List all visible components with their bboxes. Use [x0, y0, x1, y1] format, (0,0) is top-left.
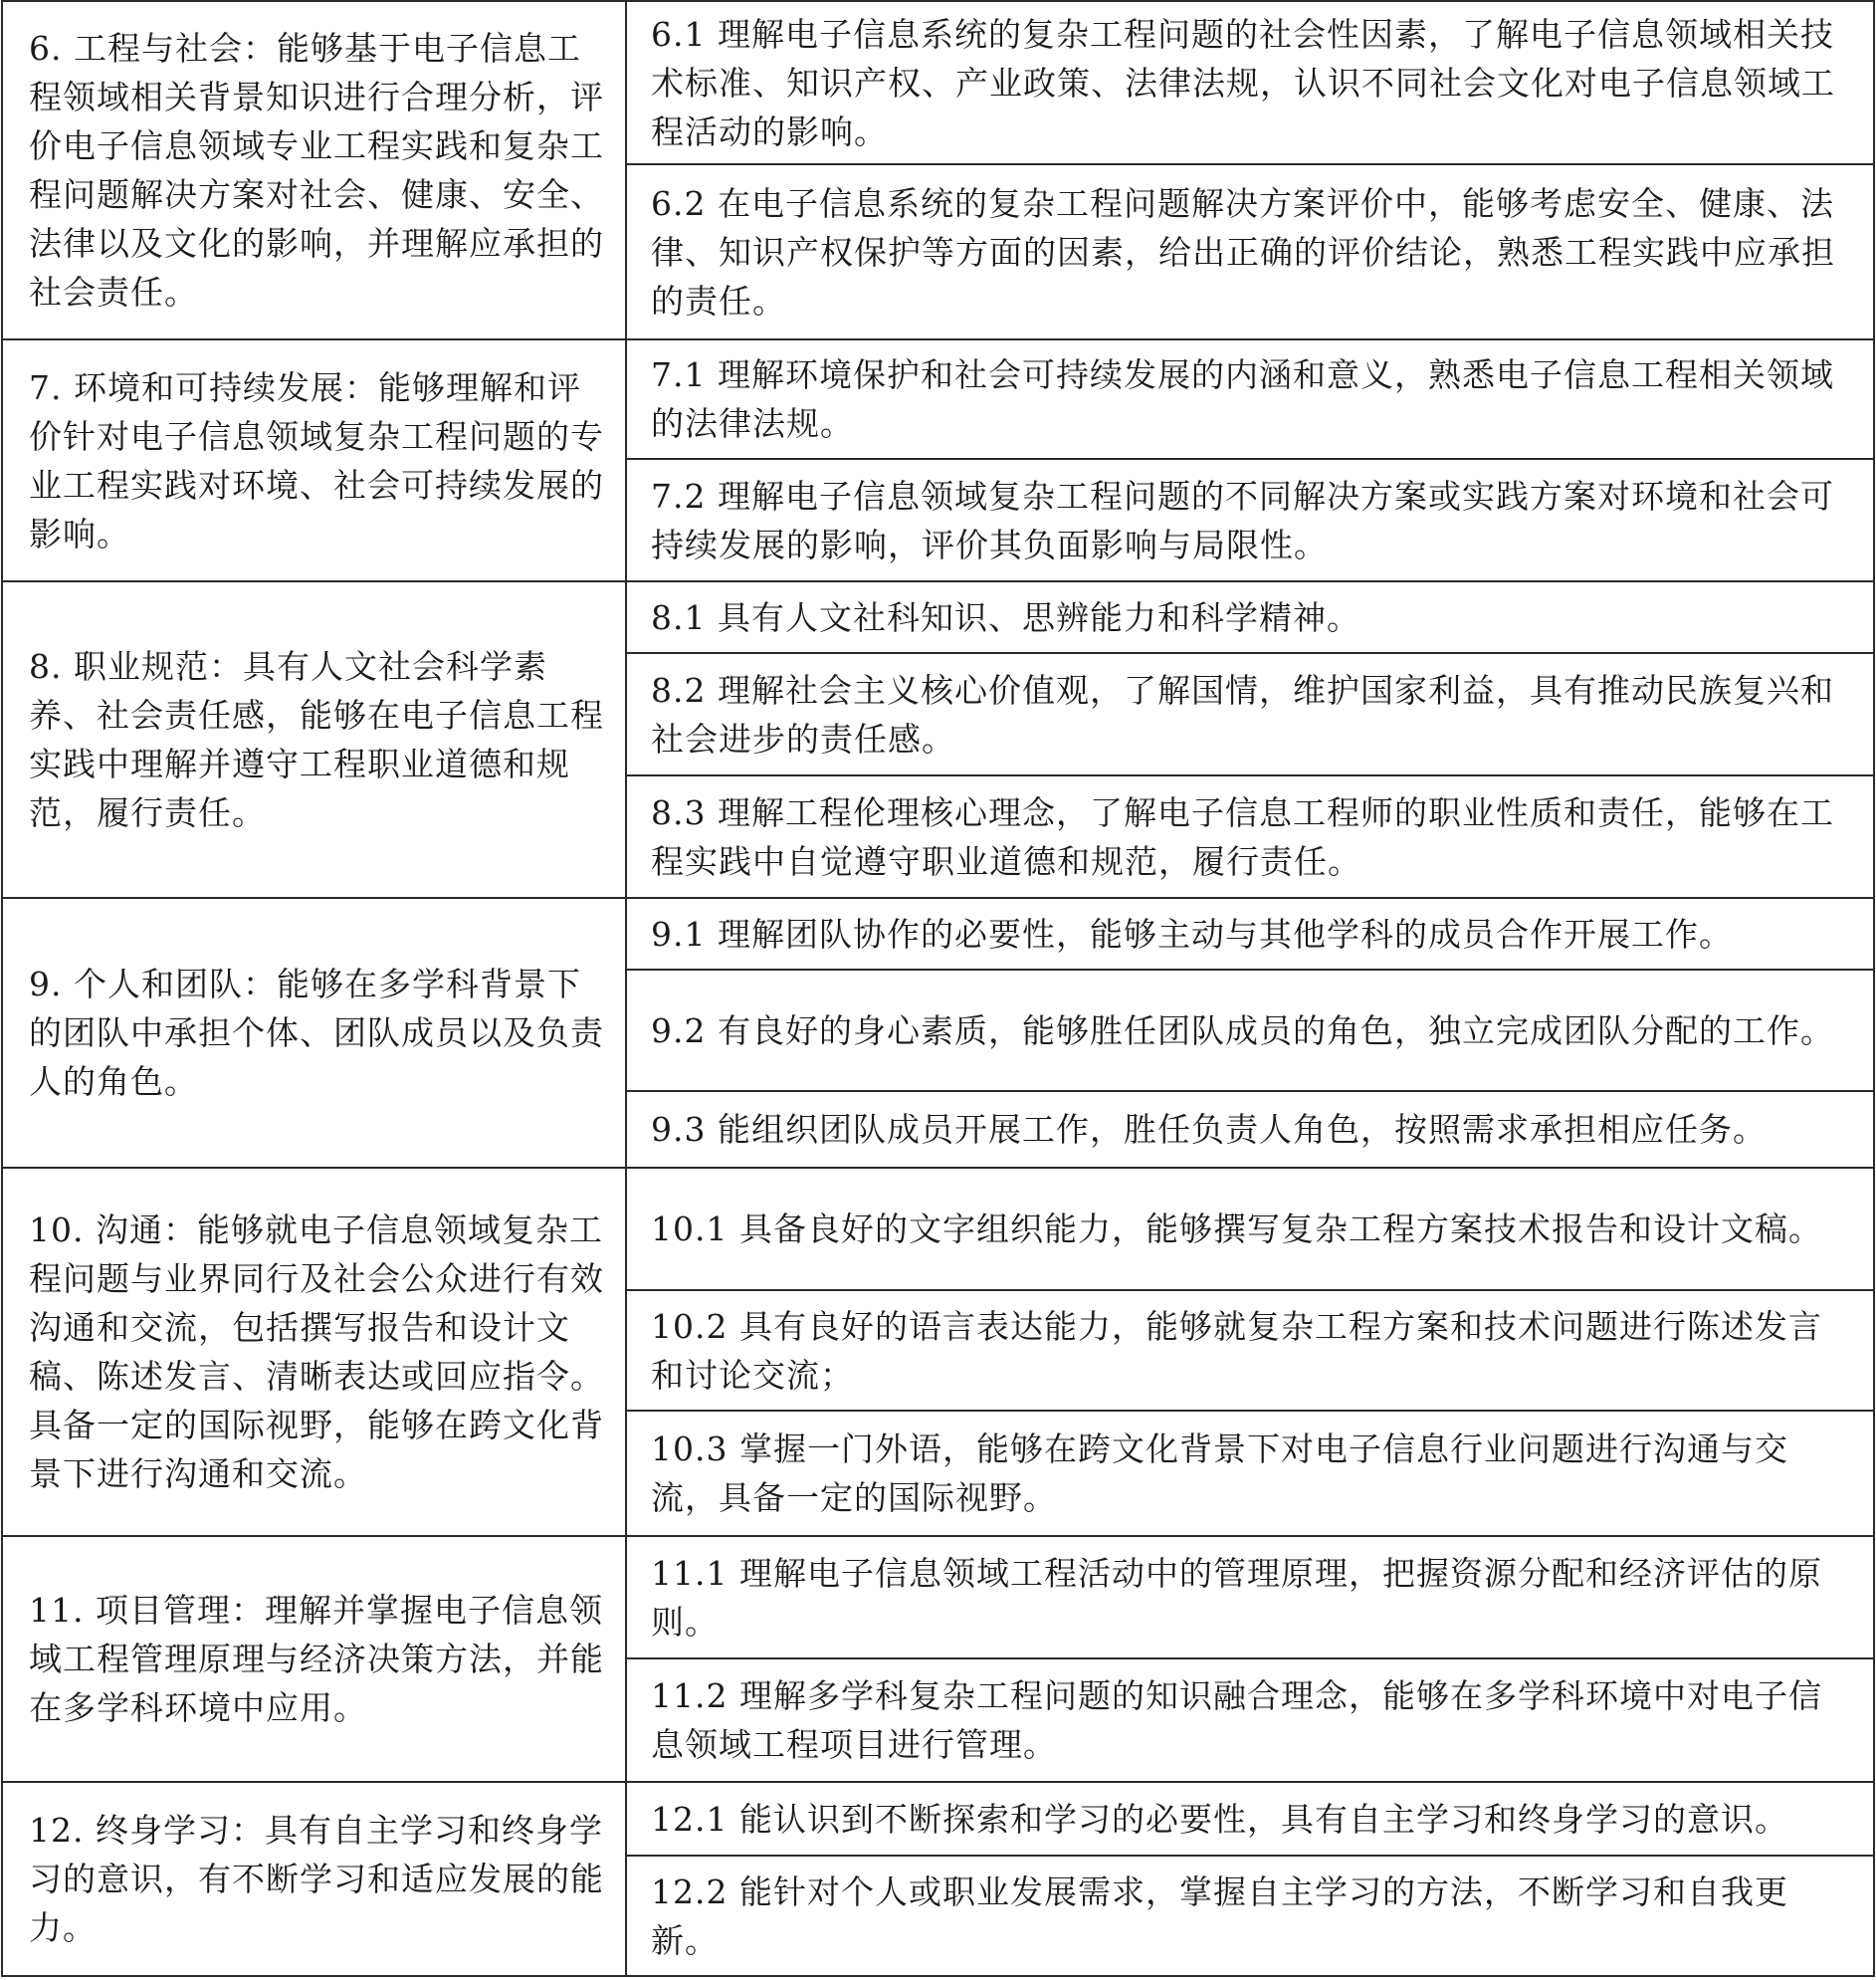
graduation-requirements-table	[1, 0, 1875, 1977]
indicator-cell-7-2: 7.2 理解电子信息领域复杂工程问题的不同解决方案或实践方案对环境和社会可持续发展的影响，评价其负面影响与局限性。	[626, 459, 1874, 581]
requirement-cell-6: 6. 工程与社会：能够基于电子信息工程领域相关背景知识进行合理分析，评价电子信息领域专业工程实践和复杂工程问题解决方案对社会、健康、安全、法律以及文化的影响，并理解应承担的社会责任。	[2, 1, 626, 339]
indicator-cell-12-1: 12.1 能认识到不断探索和学习的必要性，具有自主学习和终身学习的意识。	[626, 1782, 1874, 1856]
indicator-cell-10-1: 10.1 具备良好的文字组织能力，能够撰写复杂工程方案技术报告和设计文稿。	[626, 1168, 1874, 1290]
indicator-cell-8-1: 8.1 具有人文社科知识、思辨能力和科学精神。	[626, 581, 1874, 653]
indicator-cell-8-3: 8.3 理解工程伦理核心理念，了解电子信息工程师的职业性质和责任，能够在工程实践中自觉遵守职业道德和规范，履行责任。	[626, 775, 1874, 898]
table-row	[2, 1536, 1874, 1658]
indicator-cell-6-2: 6.2 在电子信息系统的复杂工程问题解决方案评价中，能够考虑安全、健康、法律、知识产权保护等方面的因素，给出正确的评价结论，熟悉工程实践中应承担的责任。	[626, 164, 1874, 339]
indicator-cell-6-1: 6.1 理解电子信息系统的复杂工程问题的社会性因素，了解电子信息领域相关技术标准、知识产权、产业政策、法律法规，认识不同社会文化对电子信息领域工程活动的影响。	[626, 1, 1874, 164]
table-row	[2, 339, 1874, 459]
requirement-cell-11: 11. 项目管理：理解并掌握电子信息领域工程管理原理与经济决策方法，并能在多学科环境中应用。	[2, 1536, 626, 1782]
requirement-cell-12: 12. 终身学习：具有自主学习和终身学习的意识，有不断学习和适应发展的能力。	[2, 1782, 626, 1976]
indicator-cell-8-2: 8.2 理解社会主义核心价值观，了解国情，维护国家利益，具有推动民族复兴和社会进步的责任感。	[626, 653, 1874, 775]
table-row	[2, 1168, 1874, 1290]
indicator-cell-11-1: 11.1 理解电子信息领域工程活动中的管理原理，把握资源分配和经济评估的原则。	[626, 1536, 1874, 1658]
requirement-cell-7: 7. 环境和可持续发展：能够理解和评价针对电子信息领域复杂工程问题的专业工程实践对环境、社会可持续发展的影响。	[2, 339, 626, 581]
table-row	[2, 898, 1874, 970]
indicator-cell-10-2: 10.2 具有良好的语言表达能力，能够就复杂工程方案和技术问题进行陈述发言和讨论交流；	[626, 1290, 1874, 1411]
table-row	[2, 1, 1874, 164]
indicator-cell-9-3: 9.3 能组织团队成员开展工作，胜任负责人角色，按照需求承担相应任务。	[626, 1091, 1874, 1168]
indicator-cell-9-2: 9.2 有良好的身心素质，能够胜任团队成员的角色，独立完成团队分配的工作。	[626, 970, 1874, 1091]
indicator-cell-9-1: 9.1 理解团队协作的必要性，能够主动与其他学科的成员合作开展工作。	[626, 898, 1874, 970]
indicator-cell-12-2: 12.2 能针对个人或职业发展需求，掌握自主学习的方法，不断学习和自我更新。	[626, 1856, 1874, 1976]
requirement-cell-9: 9. 个人和团队：能够在多学科背景下的团队中承担个体、团队成员以及负责人的角色。	[2, 898, 626, 1168]
indicator-cell-10-3: 10.3 掌握一门外语，能够在跨文化背景下对电子信息行业问题进行沟通与交流，具备一定的国际视野。	[626, 1411, 1874, 1536]
requirement-cell-8: 8. 职业规范：具有人文社会科学素养、社会责任感，能够在电子信息工程实践中理解并遵守工程职业道德和规范，履行责任。	[2, 581, 626, 898]
requirement-cell-10: 10. 沟通：能够就电子信息领域复杂工程问题与业界同行及社会公众进行有效沟通和交流，包括撰写报告和设计文稿、陈述发言、清晰表达或回应指令。具备一定的国际视野，能够在跨文化背景下进行沟通和交流。	[2, 1168, 626, 1536]
indicator-cell-11-2: 11.2 理解多学科复杂工程问题的知识融合理念，能够在多学科环境中对电子信息领域工程项目进行管理。	[626, 1658, 1874, 1782]
table-row	[2, 1782, 1874, 1856]
table-row	[2, 581, 1874, 653]
indicator-cell-7-1: 7.1 理解环境保护和社会可持续发展的内涵和意义，熟悉电子信息工程相关领域的法律法规。	[626, 339, 1874, 459]
